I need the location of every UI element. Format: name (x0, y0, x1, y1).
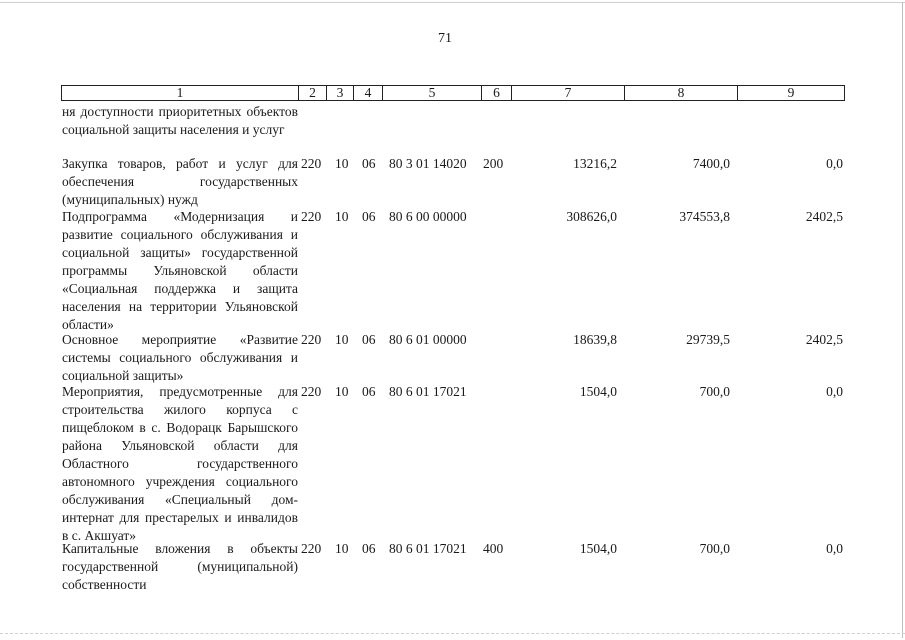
column-header-2: 2 (299, 86, 327, 100)
cell-col2: 220 (301, 541, 322, 556)
column-header-3: 3 (327, 86, 354, 100)
row-description: ня доступности приоритетных объектов социальной защиты населения и услуг (62, 104, 298, 137)
column-header-8: 8 (625, 86, 738, 100)
cell-col4: 06 (362, 156, 376, 171)
cell-col2: 220 (301, 332, 322, 347)
cell-col5: 80 6 00 00000 (389, 209, 467, 224)
row-description: Мероприятия, предусмотренные для строительства жилого корпуса с пищеблоком в с. Водорацк Барышского района Ульяновской области для Областного государственного автономного учреждения социального обслуживания «Специальный дом-интернат для престарелых и инвалидов в с. Акшуат» (62, 384, 298, 543)
cell-col3: 10 (335, 209, 349, 224)
cell-col4: 06 (362, 541, 376, 556)
cell-col9: 2402,5 (805, 332, 843, 347)
cell-col3: 10 (335, 332, 349, 347)
column-header-7: 7 (512, 86, 625, 100)
column-header-6: 6 (482, 86, 512, 100)
cell-col6: 200 (483, 156, 504, 171)
cell-col6: 400 (483, 541, 504, 556)
row-description: Капитальные вложения в объекты государственной (муниципальной) собственности (62, 541, 298, 592)
cell-col2: 220 (301, 209, 322, 224)
cell-col8: 700,0 (699, 541, 730, 556)
cell-col8: 374553,8 (679, 209, 730, 224)
cell-col3: 10 (335, 541, 349, 556)
cell-col8: 29739,5 (686, 332, 730, 347)
page-number: 71 (438, 31, 452, 46)
cell-col9: 0,0 (826, 156, 843, 171)
cell-col5: 80 3 01 14020 (389, 156, 467, 171)
cell-col2: 220 (301, 384, 322, 399)
page-edge-bottom (0, 633, 905, 634)
column-header-1: 1 (62, 86, 299, 100)
page-edge-top (0, 2, 905, 3)
cell-col4: 06 (362, 209, 376, 224)
cell-col7: 1504,0 (579, 541, 617, 556)
cell-col8: 700,0 (699, 384, 730, 399)
cell-col3: 10 (335, 384, 349, 399)
cell-col4: 06 (362, 384, 376, 399)
table-header-row (61, 85, 845, 101)
page-edge-right (902, 2, 903, 638)
row-description: Подпрограмма «Модернизация и развитие социального обслуживания и социальной защиты» государственной программы Ульяновской области «Социальная поддержка и защита населения на территории Ульяновской области» (62, 209, 298, 332)
cell-col9: 2402,5 (805, 209, 843, 224)
cell-col9: 0,0 (826, 541, 843, 556)
column-header-9: 9 (787, 85, 795, 100)
cell-col7: 18639,8 (573, 332, 617, 347)
cell-col7: 13216,2 (573, 156, 617, 171)
cell-col7: 308626,0 (566, 209, 617, 224)
cell-col3: 10 (335, 156, 349, 171)
column-header-5: 5 (383, 86, 482, 100)
cell-col2: 220 (301, 156, 322, 171)
cell-col5: 80 6 01 17021 (389, 384, 467, 399)
cell-col4: 06 (362, 332, 376, 347)
cell-col8: 7400,0 (692, 156, 730, 171)
row-description: Основное мероприятие «Развитие системы социального обслуживания и социальной защиты» (62, 332, 298, 383)
cell-col9: 0,0 (826, 384, 843, 399)
cell-col5: 80 6 01 00000 (389, 332, 467, 347)
row-description: Закупка товаров, работ и услуг для обеспечения государственных (муниципальных) нужд (62, 156, 298, 207)
cell-col5: 80 6 01 17021 (389, 541, 467, 556)
column-header-4: 4 (354, 86, 383, 100)
cell-col7: 1504,0 (579, 384, 617, 399)
